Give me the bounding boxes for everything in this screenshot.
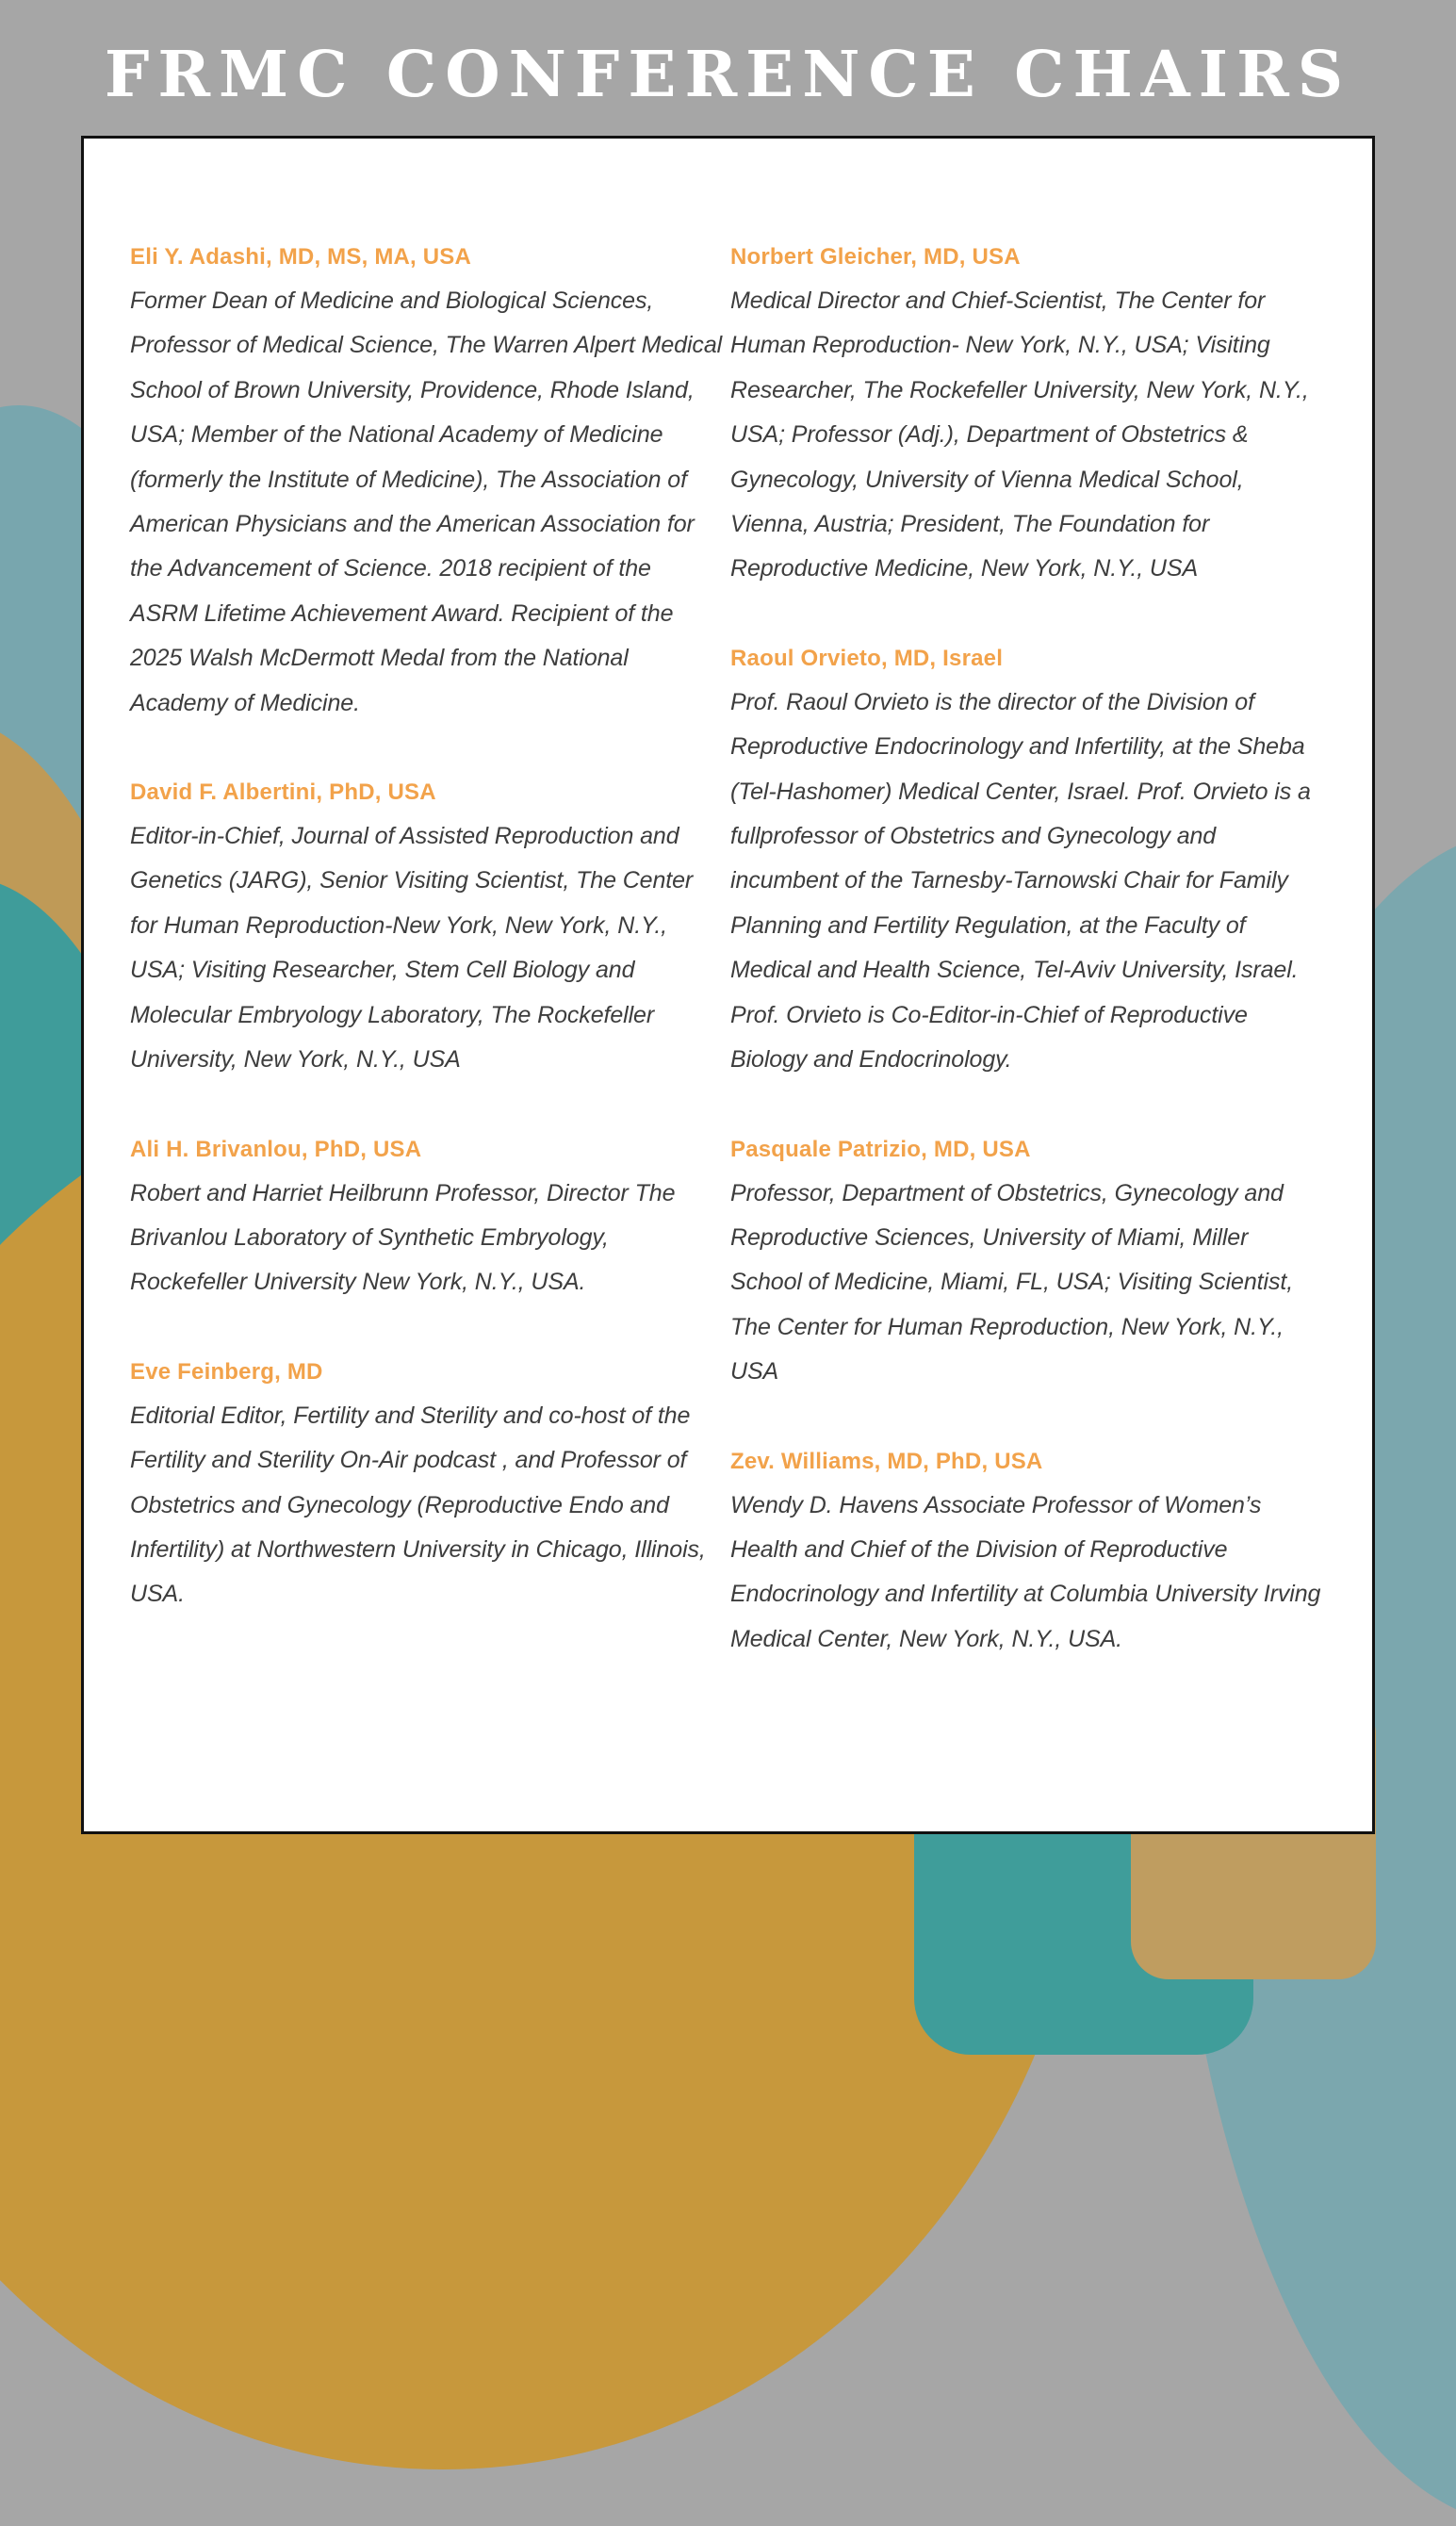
chair-name: Ali H. Brivanlou, PhD, USA: [130, 1136, 422, 1162]
chair-name: Raoul Orvieto, MD, Israel: [730, 645, 1004, 671]
chair-entry-norbert-gleicher: [730, 235, 1324, 592]
chair-entry-zev-williams: [730, 1439, 1324, 1663]
chair-entry-pasquale-patrizio: [730, 1127, 1324, 1395]
chair-bio: Professor, Department of Obstetrics, Gynecology and Reproductive Sciences, University of Miami, Miller School of Medicine, Miami, FL, USA; Visiting Scientist, The Center for Human Reproduction, New York, N.Y., USA: [730, 1179, 1294, 1386]
chair-name: Eli Y. Adashi, MD, MS, MA, USA: [130, 244, 472, 270]
chair-bio: Robert and Harriet Heilbrunn Professor, Director The Brivanlou Laboratory of Synthetic Embryology, Rockefeller University New York, N.Y., USA.: [130, 1179, 676, 1296]
chair-bio: Medical Director and Chief-Scientist, The Center for Human Reproduction- New York, N.Y., USA; Visiting Researcher, The Rockefeller University, New York, N.Y., USA; Professor (Adj.), Department of Obstetrics & Gynecology, University of Vienna Medical School, Vienna, Austria; President, The Foundation for Reproductive Medicine, New York, N.Y., USA: [730, 287, 1309, 582]
chair-bio: Editor-in-Chief, Journal of Assisted Reproduction and Genetics (JARG), Senior Visiting Scientist, The Center for Human Reproduction-New York, New York, N.Y., USA; Visiting Researcher, Stem Cell Biology and Molecular Embryology Laboratory, The Rockefeller University, New York, N.Y., USA: [130, 823, 694, 1074]
chair-bio: Former Dean of Medicine and Biological Sciences, Professor of Medical Science, The Warren Alpert Medical School of Brown University, Providence, Rhode Island, USA; Member of the National Academy of Medicine (formerly the Institute of Medicine), The Association of American Physicians and the American Association for the Advancement of Science. 2018 recipient of the ASRM Lifetime Achievement Award. Recipient of the 2025 Walsh McDermott Medal from the National Academy of Medicine.: [130, 287, 723, 716]
chair-name: Zev. Williams, MD, PhD, USA: [730, 1448, 1043, 1474]
right-chairs-column: [730, 235, 1324, 1706]
chair-entry-eli-adashi: [130, 235, 724, 726]
chair-name: David F. Albertini, PhD, USA: [130, 779, 436, 806]
chair-entry-eve-feinberg: [130, 1350, 724, 1617]
chair-name: Norbert Gleicher, MD, USA: [730, 244, 1021, 270]
chair-entry-raoul-orvieto: [730, 636, 1324, 1083]
chair-entry-ali-brivanlou: [130, 1127, 724, 1305]
chair-name: Pasquale Patrizio, MD, USA: [730, 1136, 1031, 1162]
chairs-panel: [81, 136, 1375, 1834]
chair-name: Eve Feinberg, MD: [130, 1358, 323, 1385]
chair-bio: Prof. Raoul Orvieto is the director of the Division of Reproductive Endocrinology and Infertility, at the Sheba (Tel-Hashomer) Medical Center, Israel. Prof. Orvieto is a fullprofessor of Obstetrics and Gynecology and incumbent of the Tarnesby-Tarnowski Chair for Family Planning and Fertility Regulation, at the Faculty of Medical and Health Science, Tel-Aviv University, Israel. Prof. Orvieto is Co-Editor-in-Chief of Reproductive Biology and Endocrinology.: [730, 688, 1311, 1074]
chair-bio: Editorial Editor, Fertility and Sterility and co-host of the Fertility and Sterility On-Air podcast , and Professor of Obstetrics and Gynecology (Reproductive Endo and Infertility) at Northwestern University in Chicago, Illinois, USA.: [130, 1402, 706, 1608]
chair-bio: Wendy D. Havens Associate Professor of Women’s Health and Chief of the Division of Reproductive Endocrinology and Infertility at Columbia University Irving Medical Center, New York, N.Y., USA.: [730, 1491, 1321, 1652]
chair-entry-david-albertini: [130, 770, 724, 1082]
page-title: FRMC CONFERENCE CHAIRS: [104, 37, 1352, 111]
left-chairs-column: [130, 235, 724, 1662]
